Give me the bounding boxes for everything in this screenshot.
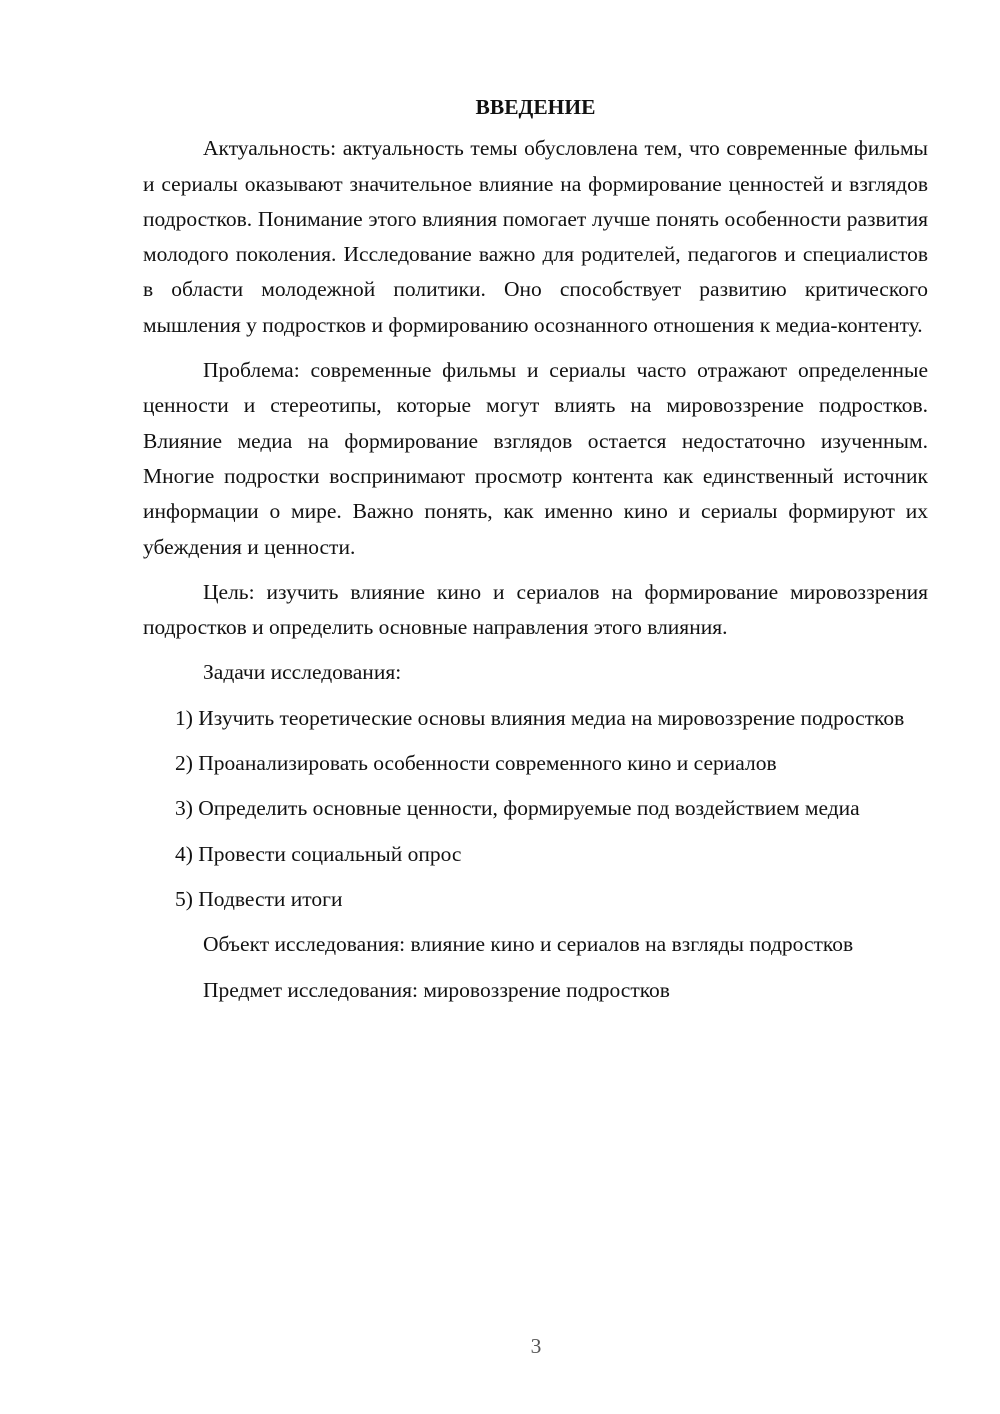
paragraph-subject: Предмет исследования: мировоззрение подростков — [203, 977, 670, 1002]
section-title: ВВЕДЕНИЕ — [475, 95, 596, 119]
page-body — [143, 90, 928, 1018]
paragraph-relevance: Актуальность: актуальность темы обусловлена тем, что современные фильмы и сериалы оказывают значительное влияние на формирование ценностей и взглядов подростков. Понимание этого влияния помогает лучше понять особенности развития молодого поколения. Исследование важно для родителей, педагогов и специалистов в области молодежной политики. Оно способствует развитию критического мышления у подростков и формированию осознанного отношения к медиа-контенту. — [143, 136, 928, 337]
tasks-list — [143, 701, 928, 917]
list-item: 1) Изучить теоретические основы влияния медиа на мировоззрение подростков — [175, 705, 905, 730]
list-item: 4) Провести социальный опрос — [175, 841, 462, 866]
list-item: 5) Подвести итоги — [175, 886, 343, 911]
list-item: 3) Определить основные ценности, формируемые под воздействием медиа — [175, 796, 860, 821]
paragraph-problem: Проблема: современные фильмы и сериалы часто отражают определенные ценности и стереотипы, которые могут влиять на мировоззрение подростков. Влияние медиа на формирование взглядов остается недостаточно изученным. Многие подростки воспринимают просмотр контента как единственный источник информации о мире. Важно понять, как именно кино и сериалы формируют их убеждения и ценности. — [143, 358, 928, 559]
list-item: 2) Проанализировать особенности современного кино и сериалов — [175, 751, 777, 776]
tasks-heading: Задачи исследования: — [203, 660, 402, 685]
paragraph-object: Объект исследования: влияние кино и сериалов на взгляды подростков — [203, 932, 854, 957]
page-number: 3 — [530, 1334, 542, 1358]
paragraph-goal: Цель: изучить влияние кино и сериалов на формирование мировоззрения подростков и определить основные направления этого влияния. — [143, 579, 928, 640]
